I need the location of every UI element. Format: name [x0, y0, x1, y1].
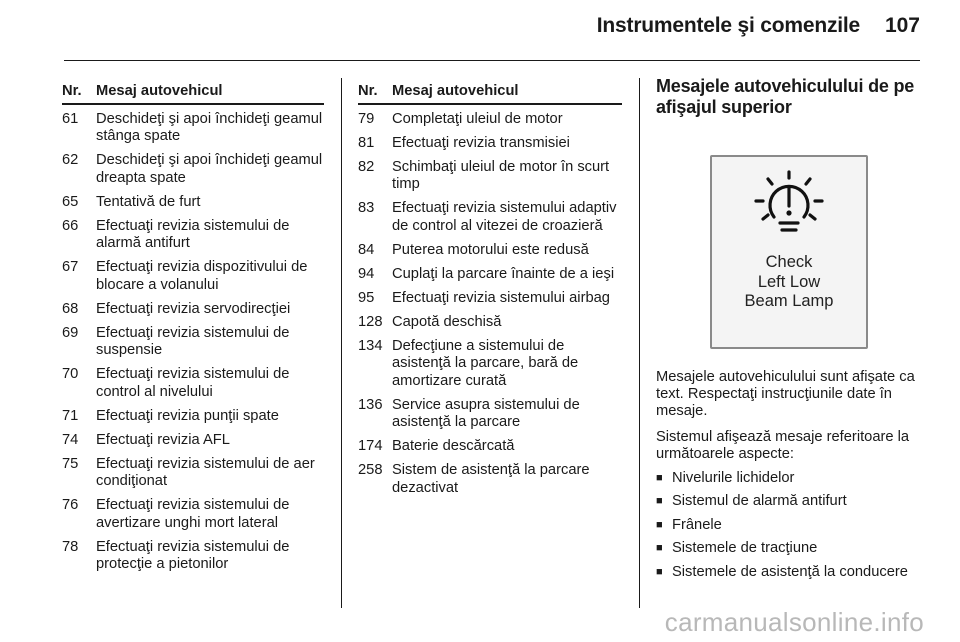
display-line: Left Low	[757, 272, 821, 291]
display-line: Check	[765, 253, 813, 271]
table-header	[62, 83, 324, 105]
message-number: 68	[62, 300, 79, 317]
message-number: 71	[62, 407, 79, 424]
table-row	[62, 539, 324, 574]
message-number: 69	[62, 324, 79, 341]
message-number: 70	[62, 366, 79, 382]
column-divider-1	[341, 78, 342, 608]
message-number: 78	[62, 538, 79, 555]
message-text: Cuplaţi la parcare înainte de a ieşi	[392, 265, 615, 282]
column-header-message: Mesaj autovehicul	[96, 83, 223, 99]
message-text: Efectuaţi revizia sistemului airbag	[392, 289, 610, 306]
message-number: 74	[62, 431, 79, 448]
table-row	[358, 314, 622, 332]
column-header-message: Mesaj autovehicul	[392, 83, 519, 99]
message-text: Efectuaţi revizia sistemului de control al nivelului	[96, 366, 290, 400]
list-item	[656, 517, 920, 534]
table-row	[358, 135, 622, 153]
table-row	[358, 438, 622, 456]
list-item	[656, 470, 920, 487]
list-item-text: Sistemele de asistenţă la conducere	[672, 563, 908, 580]
message-number: 174	[358, 438, 383, 454]
message-number: 134	[358, 337, 383, 354]
message-number: 66	[62, 217, 79, 234]
page-number: 107	[884, 14, 920, 37]
message-text: Completaţi uleiul de motor	[392, 110, 563, 127]
bullet-marker: ■	[656, 542, 663, 554]
list-item-text: Sistemul de alarmă antifurt	[672, 493, 847, 509]
table-row	[358, 338, 622, 391]
message-number: 67	[62, 259, 79, 275]
message-text: Service asupra sistemului de asistenţă la parcare	[392, 396, 580, 430]
display-message	[745, 253, 834, 312]
table-row	[358, 111, 622, 129]
message-text: Efectuaţi revizia sistemului adaptiv de control al vitezei de croazieră	[392, 200, 617, 234]
message-number: 65	[62, 193, 79, 210]
message-number: 84	[358, 241, 375, 258]
table-row	[62, 301, 324, 319]
list-item-text: Sistemele de tracţiune	[672, 540, 818, 556]
message-text: Tentativă de furt	[96, 193, 201, 210]
message-text: Puterea motorului este redusă	[392, 241, 589, 258]
message-text: Deschideţi şi apoi închideţi geamul dreapta spate	[96, 152, 323, 186]
message-text: Sistem de asistenţă la parcare dezactivat	[392, 462, 590, 496]
table-row	[62, 259, 324, 294]
message-text: Capotă deschisă	[392, 313, 502, 330]
message-text: Schimbaţi uleiul de motor în scurt timp	[392, 158, 610, 192]
message-text: Efectuaţi revizia dispozitivului de blocare a volanului	[96, 259, 308, 293]
message-text: Efectuaţi revizia sistemului de alarmă antifurt	[96, 217, 290, 251]
message-text: Defecţiune a sistemului de asistenţă la parcare, bară de amortizare curată	[392, 337, 579, 389]
table-row	[62, 111, 324, 146]
message-number: 81	[358, 134, 375, 151]
header-divider	[64, 60, 920, 61]
exterior-lamp-failure-icon	[752, 167, 826, 241]
bullet-marker: ■	[656, 518, 663, 531]
table-row	[62, 366, 324, 401]
table-body	[358, 111, 622, 498]
bullet-marker: ■	[656, 495, 663, 507]
list-item	[656, 493, 920, 510]
column-header-nr: Nr.	[358, 83, 378, 99]
table-row	[62, 432, 324, 450]
table-row	[358, 397, 622, 432]
message-number: 61	[62, 110, 79, 127]
message-number: 94	[358, 265, 375, 282]
message-text: Efectuaţi revizia sistemului de protecţie a pietonilor	[96, 538, 290, 572]
table-row	[62, 497, 324, 532]
list-item-text: Nivelurile lichidelor	[672, 469, 795, 486]
list-item	[656, 564, 920, 581]
message-text: Efectuaţi revizia transmisiei	[392, 134, 570, 151]
table-row	[358, 159, 622, 194]
message-text: Efectuaţi revizia sistemului de aer condiţionat	[96, 455, 315, 489]
paragraph: Mesajele autovehiculului sunt afişate ca text. Respectaţi instrucţiunile date în mesaje.	[656, 369, 915, 419]
table-row	[62, 218, 324, 253]
message-number: 128	[358, 313, 383, 330]
column-header-nr: Nr.	[62, 83, 82, 99]
message-text: Efectuaţi revizia sistemului de avertizare unghi mort lateral	[96, 497, 290, 531]
upper-display-section	[656, 76, 920, 581]
message-number: 75	[62, 455, 79, 472]
table-row	[62, 194, 324, 212]
message-text: Deschideţi şi apoi închideţi geamul stânga spate	[96, 110, 323, 144]
watermark: carmanualsonline.info	[664, 607, 924, 637]
table-row	[358, 290, 622, 308]
message-number: 82	[358, 158, 375, 175]
display-illustration	[710, 155, 868, 349]
message-number: 79	[358, 110, 375, 127]
column-divider-2	[639, 78, 640, 608]
table-row	[62, 456, 324, 491]
section-title: Mesajele autovehiculului de pe afişajul superior	[656, 76, 915, 117]
message-table-left	[62, 83, 324, 574]
bullet-marker: ■	[656, 471, 663, 484]
message-number: 258	[358, 462, 383, 478]
table-row	[358, 200, 622, 235]
message-number: 136	[358, 396, 383, 413]
table-header	[358, 83, 622, 105]
table-row	[62, 152, 324, 187]
table-row	[358, 242, 622, 260]
message-number: 76	[62, 497, 79, 513]
message-number: 62	[62, 152, 79, 168]
table-row	[358, 266, 622, 284]
message-text: Efectuaţi revizia AFL	[96, 431, 230, 448]
message-table-right	[358, 83, 622, 497]
message-number: 95	[358, 289, 375, 306]
table-row	[62, 325, 324, 360]
list-item	[656, 540, 920, 557]
message-text: Efectuaţi revizia sistemului de suspensie	[96, 324, 290, 358]
message-text: Efectuaţi revizia servodirecţiei	[96, 300, 291, 317]
list-item-text: Frânele	[672, 516, 722, 533]
bullet-marker: ■	[656, 565, 663, 578]
message-text: Baterie descărcată	[392, 438, 515, 454]
table-row	[62, 408, 324, 426]
message-text: Efectuaţi revizia punţii spate	[96, 407, 279, 424]
table-body	[62, 111, 324, 574]
message-number: 83	[358, 200, 375, 216]
page-title: Instrumentele şi comenzile	[596, 14, 860, 37]
display-line: Beam Lamp	[744, 292, 834, 310]
table-row	[358, 462, 622, 497]
paragraph: Sistemul afişează mesaje referitoare la următoarele aspecte:	[656, 429, 910, 462]
bullet-list	[656, 470, 920, 581]
